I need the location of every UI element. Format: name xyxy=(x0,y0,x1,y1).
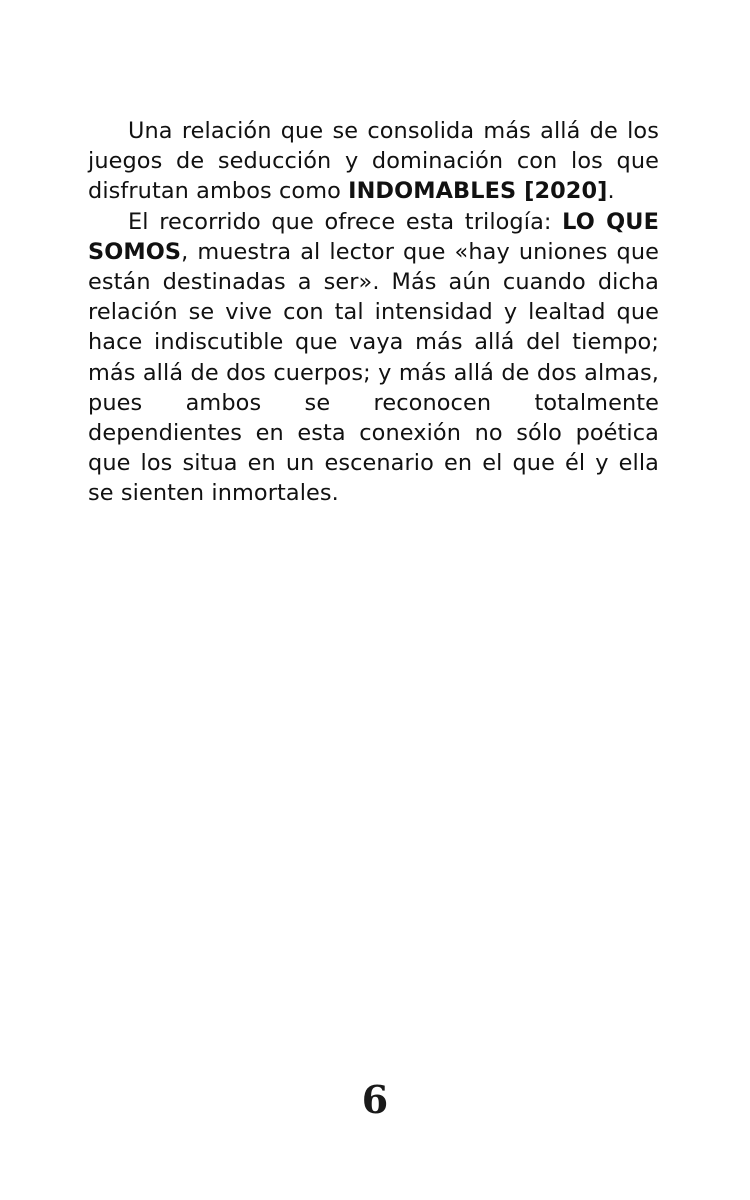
paragraph-1-run-1: Una relación que se consolida más allá de los juegos de seducción y dominación con los que disfrutan ambos como xyxy=(88,118,659,205)
paragraph-1 xyxy=(88,116,659,207)
book-title-indomables: INDOMABLES [2020] xyxy=(348,178,608,205)
paragraph-2-run-3: , muestra al lector que «hay uniones que están destinadas a ser». Más aún cuando dicha relación se vive con tal intensidad y lealtad que hace indiscutible que vaya más allá del tiempo; más allá de dos cuerpos; y más allá de dos almas, pues ambos se reconocen totalmente dependientes en esta conexión no sólo poética que los situa en un escenario en el que él y ella se sienten inmortales. xyxy=(88,238,659,507)
page-number: 6 xyxy=(361,1077,389,1122)
paragraph-2-run-1: El recorrido que ofrece esta trilogía: xyxy=(128,208,563,235)
body-text xyxy=(88,116,659,509)
trilogy-title-lo-que-somos: LO QUE SOMOS xyxy=(88,208,659,265)
paragraph-1-run-3: . xyxy=(607,178,615,205)
paragraph-2 xyxy=(88,207,659,509)
